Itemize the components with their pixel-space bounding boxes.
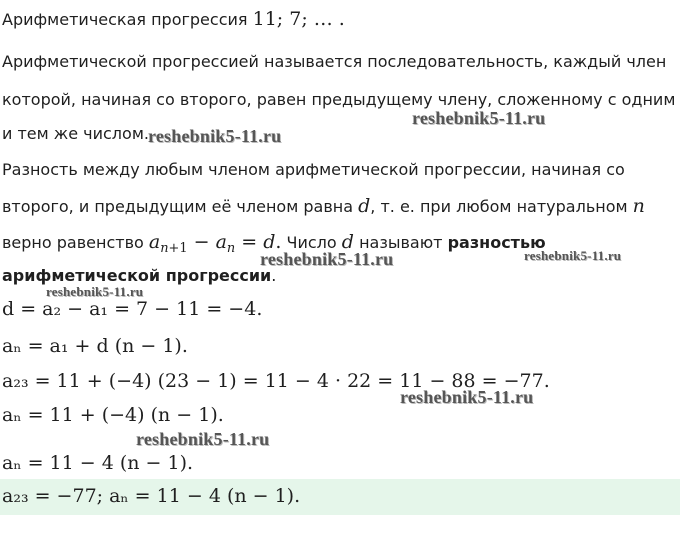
solution-step-3: a₂₃ = 11 + (−4) (23 − 1) = 11 − 4 · 22 = 11 − 88 = −77. [2, 370, 550, 392]
watermark: reshebnik5-11.ru [412, 108, 546, 128]
watermark: reshebnik5-11.ru [260, 249, 394, 269]
watermark: reshebnik5-11.ru [148, 126, 282, 146]
difference-line-4: арифметической прогрессии. [2, 266, 277, 285]
title-sequence: 11; 7; … . [252, 8, 345, 30]
watermark: reshebnik5-11.ru [136, 429, 270, 449]
solution-step-5: aₙ = 11 − 4 (n − 1). [2, 452, 194, 474]
var-n: n [632, 195, 645, 217]
difference-line-2: второго, и предыдущим её членом равна d, т. е. при любом натуральном n [2, 195, 645, 217]
answer-box [0, 479, 680, 515]
definition-line-1: Арифметической прогрессией называется последовательность, каждый член [2, 52, 667, 71]
answer-text: a₂₃ = −77; aₙ = 11 − 4 (n − 1). [2, 485, 301, 507]
solution-step-1: d = a₂ − a₁ = 7 − 11 = −4. [2, 298, 263, 320]
watermark: reshebnik5-11.ru [400, 387, 534, 407]
definition-line-3: и тем же числом. [2, 124, 149, 143]
term-progression: арифметической прогрессии [2, 266, 272, 285]
solution-step-2: aₙ = a₁ + d (n − 1). [2, 335, 188, 357]
watermark: reshebnik5-11.ru [524, 248, 622, 263]
term-difference: разностью [447, 233, 546, 252]
difference-line-3: верно равенство $a_{n+1} - a_n = d$. Число d называют разностью [2, 231, 546, 257]
solution-step-4: aₙ = 11 + (−4) (n − 1). [2, 404, 224, 426]
watermark: reshebnik5-11.ru [46, 284, 144, 299]
problem-title: Арифметическая прогрессия 11; 7; … . [2, 8, 345, 30]
difference-formula: $a_{n+1} - a_n = d$. [148, 231, 282, 257]
var-d: d [358, 195, 371, 217]
difference-line-1: Разность между любым членом арифметической прогрессии, начиная со [2, 160, 625, 179]
definition-line-2: которой, начиная со второго, равен предыдущему члену, сложенному с одним [2, 90, 676, 109]
